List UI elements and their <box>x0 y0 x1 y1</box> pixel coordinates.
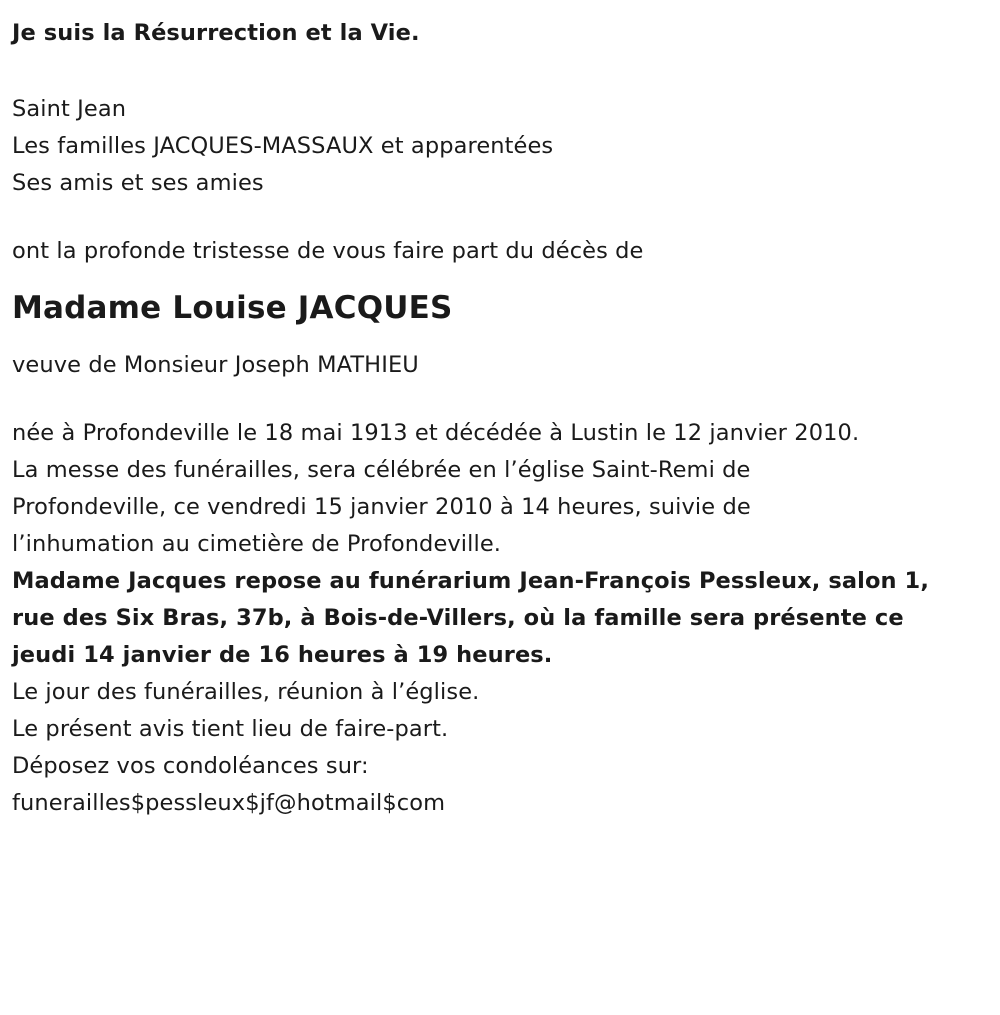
viewing-line: Madame Jacques repose au funérarium Jean-François Pessleux, salon 1, <box>12 568 929 594</box>
birth-death-line: née à Profondeville le 18 mai 1913 et décédée à Lustin le 12 janvier 2010. <box>12 420 860 446</box>
condolences-address: funerailles$pessleux$jf@hotmail$com <box>12 790 446 816</box>
spacer <box>12 202 988 232</box>
service-line: l’inhumation au cimetière de Profondeville. <box>12 531 502 557</box>
spacer <box>12 330 988 346</box>
gathering-line: Le jour des funérailles, réunion à l’église. <box>12 679 480 705</box>
spouse-line: veuve de Monsieur Joseph MATHIEU <box>12 352 419 378</box>
spacer <box>12 52 988 90</box>
spacer <box>12 384 988 414</box>
families-line: Les familles JACQUES-MASSAUX et apparentées <box>12 133 554 159</box>
deceased-name: Madame Louise JACQUES <box>12 290 453 326</box>
viewing-line: jeudi 14 janvier de 16 heures à 19 heures. <box>12 642 553 668</box>
viewing-line: rue des Six Bras, 37b, à Bois-de-Villers, où la famille sera présente ce <box>12 605 904 631</box>
friends-line: Ses amis et ses amies <box>12 170 264 196</box>
service-line: Profondeville, ce vendredi 15 janvier 2010 à 14 heures, suivie de <box>12 494 751 520</box>
scripture-attribution: Saint Jean <box>12 96 127 122</box>
notice-lieu-line: Le présent avis tient lieu de faire-part. <box>12 716 449 742</box>
announcement-line: ont la profonde tristesse de vous faire part du décès de <box>12 238 644 264</box>
condolences-label: Déposez vos condoléances sur: <box>12 753 369 779</box>
scripture-quote: Je suis la Résurrection et la Vie. <box>12 20 420 46</box>
spacer <box>12 270 988 286</box>
service-line: La messe des funérailles, sera célébrée en l’église Saint-Remi de <box>12 457 751 483</box>
